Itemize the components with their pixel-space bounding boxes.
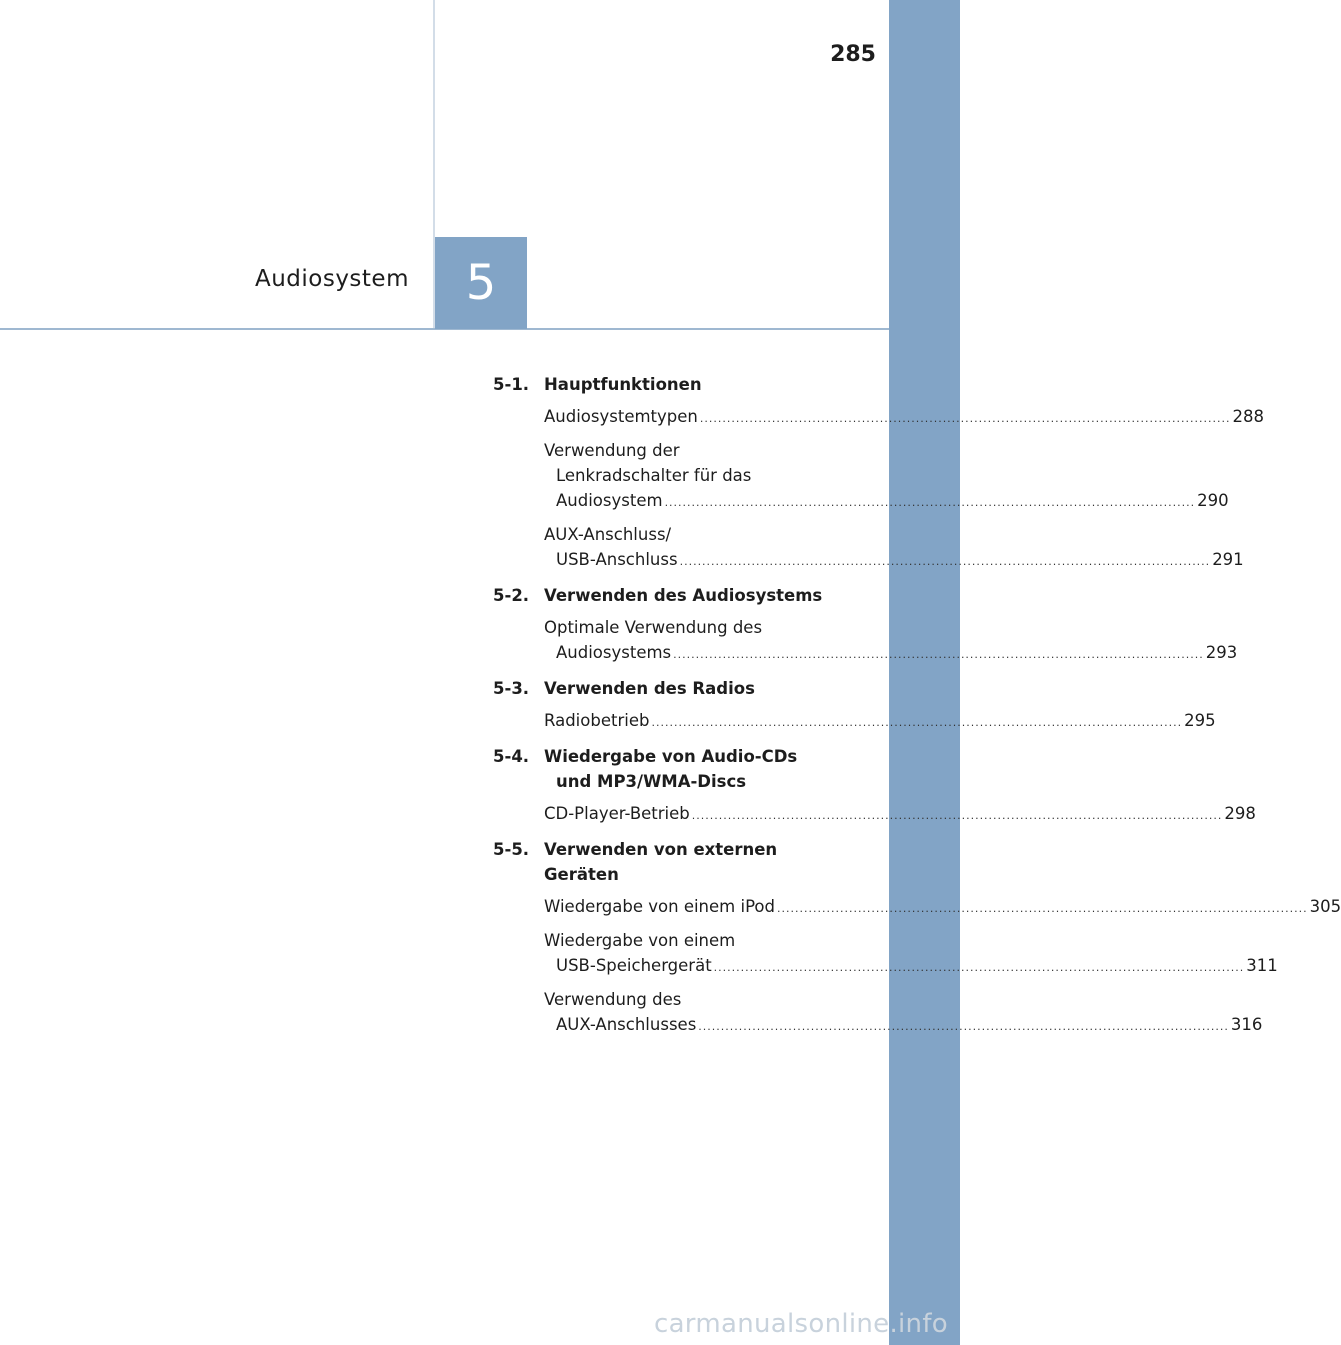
page-number: 285 <box>830 42 876 67</box>
toc-entry-text: Verwendung der <box>544 441 680 460</box>
toc-section-title: Verwenden von externen Geräten <box>544 840 778 884</box>
toc-entry[interactable] <box>544 987 1263 1039</box>
toc-entry[interactable] <box>544 522 1244 574</box>
toc-page-number: 290 <box>1197 491 1229 510</box>
toc-entry-text: Optimale Verwendung des <box>544 618 763 637</box>
toc-section-number: 5-1. <box>493 375 530 394</box>
toc-entry[interactable] <box>544 615 1238 667</box>
toc-dot-leader <box>698 1020 1229 1033</box>
toc-entry-text: AUX-Anschlusses <box>556 1015 697 1034</box>
toc-dot-leader <box>700 406 1231 431</box>
toc-page-number: 295 <box>1184 711 1216 730</box>
toc-entry[interactable] <box>544 404 1264 431</box>
toc-entry[interactable] <box>544 801 1256 828</box>
chapter-number-box <box>435 237 527 329</box>
toc-section-heading <box>493 837 829 887</box>
chapter-side-tab <box>889 0 960 1345</box>
toc-dot-leader <box>651 710 1182 735</box>
toc-entry-text: Wiedergabe von einem iPod <box>544 897 775 916</box>
toc-entry[interactable] <box>544 928 1278 980</box>
toc-entry-text: Audiosystemtypen <box>544 407 698 426</box>
watermark: carmanualsonline.info <box>653 1309 948 1339</box>
table-of-contents <box>493 372 1341 1039</box>
toc-dot-leader <box>680 555 1211 568</box>
toc-section-number: 5-2. <box>493 586 530 605</box>
toc-entry-text: CD-Player-Betrieb <box>544 804 690 823</box>
toc-entry-text: Radiobetrieb <box>544 711 650 730</box>
toc-section-heading <box>493 676 829 701</box>
toc-section-heading <box>493 744 829 794</box>
toc-page-number: 311 <box>1246 956 1278 975</box>
toc-section-number: 5-5. <box>493 840 530 859</box>
toc-section-number: 5-3. <box>493 679 530 698</box>
toc-page-number: 291 <box>1212 550 1244 569</box>
toc-dot-leader <box>714 961 1245 974</box>
chapter-title: Audiosystem <box>254 266 409 292</box>
toc-page-number: 316 <box>1230 1015 1263 1034</box>
toc-dot-leader <box>692 803 1223 828</box>
toc-entry-text: Lenkradschalter für das <box>556 466 752 485</box>
toc-entry-text: USB-Speichergerät <box>556 956 712 975</box>
toc-entry-text: Wiedergabe von einem <box>544 931 736 950</box>
toc-page-number: 293 <box>1205 643 1238 662</box>
toc-entry-text: Audiosystem <box>556 491 663 510</box>
toc-section-number: 5-4. <box>493 747 530 766</box>
toc-entry-text: Verwendung des <box>544 990 682 1009</box>
toc-entry[interactable] <box>544 894 1341 921</box>
toc-entry-text: Audiosystems <box>556 643 672 662</box>
toc-entry[interactable] <box>544 438 1229 515</box>
toc-section-title: Verwenden des Audiosystems <box>544 586 823 605</box>
toc-section-heading <box>493 583 829 608</box>
toc-section-title: Wiedergabe von Audio-CDs und MP3/WMA-Discs <box>544 747 798 791</box>
toc-page-number: 305 <box>1309 897 1341 916</box>
toc-entry-text: USB-Anschluss <box>556 550 678 569</box>
toc-section-title: Hauptfunktionen <box>544 375 702 394</box>
toc-section-heading <box>493 372 829 397</box>
toc-entry-text: AUX-Anschluss/ <box>544 525 672 544</box>
chapter-number: 5 <box>465 255 497 311</box>
toc-dot-leader <box>673 648 1204 661</box>
toc-section-title: Verwenden des Radios <box>544 679 755 698</box>
toc-page-number: 288 <box>1232 407 1264 426</box>
toc-page-number: 298 <box>1224 804 1256 823</box>
toc-dot-leader <box>777 896 1308 921</box>
toc-entry[interactable] <box>544 708 1216 735</box>
toc-dot-leader <box>665 496 1196 509</box>
